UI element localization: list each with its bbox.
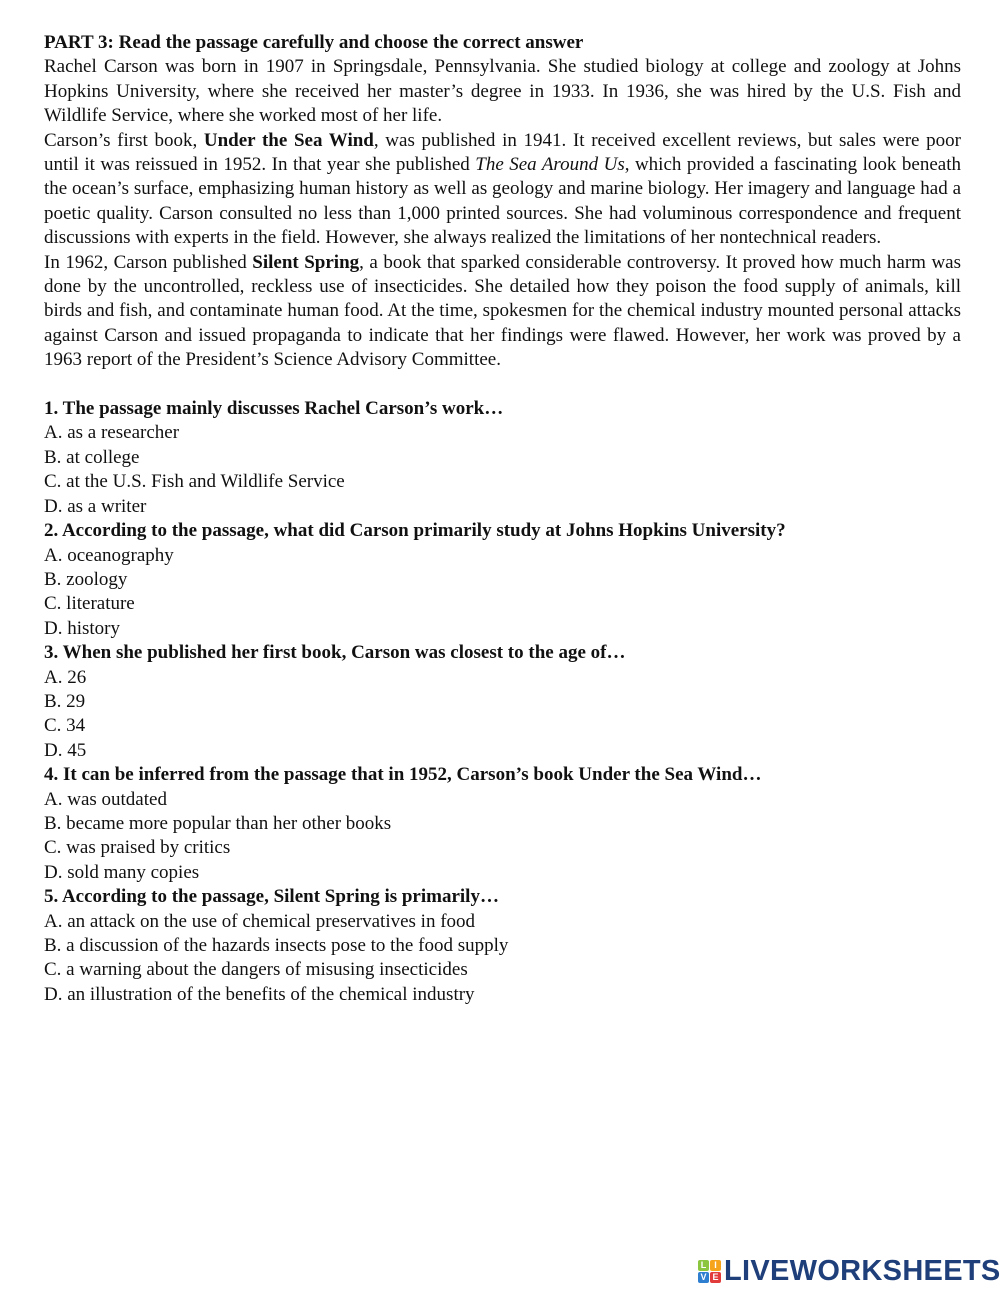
answer-option[interactable]: C. was praised by critics [44,837,231,859]
question-stem: 5. According to the passage, Silent Spring is primarily… [44,886,499,908]
question-2 [44,519,961,641]
answer-option[interactable]: C. 34 [44,715,86,737]
spacer [44,373,961,397]
book-title-under-the-sea-wind: Under the Sea Wind [203,129,374,151]
answer-option[interactable]: D. as a writer [44,495,147,517]
book-title-the-sea-around-us: The Sea Around Us [475,154,625,176]
text-span: In 1962, Carson published [44,251,253,273]
answer-option[interactable]: B. 29 [44,690,86,712]
logo-wordmark: LIVEWORKSHEETS [724,1254,1000,1287]
question-list [44,397,961,1007]
passage-paragraph-1: Rachel Carson was born in 1907 in Springsdale, Pennsylvania. She studied biology at college and zoology at Johns Hopkins University, where she received her master’s degree in 1933. In 1936, she was hired by the U.S. Fish and Wildlife Service, where she worked most of her life. [44,56,961,127]
liveworksheets-logo [698,1254,1000,1287]
answer-option[interactable]: B. a discussion of the hazards insects pose to the food supply [44,935,509,957]
logo-block-i: I [710,1260,721,1271]
answer-option[interactable]: A. as a researcher [44,422,180,444]
answer-option[interactable]: A. 26 [44,666,87,688]
question-stem: 3. When she published her first book, Carson was closest to the age of… [44,642,626,664]
question-3 [44,641,961,763]
live-blocks-icon [698,1260,721,1283]
answer-option[interactable]: B. at college [44,446,140,468]
answer-option[interactable]: B. became more popular than her other books [44,812,392,834]
question-4 [44,763,961,885]
question-1 [44,397,961,519]
answer-option[interactable]: C. literature [44,593,135,615]
answer-option[interactable]: A. an attack on the use of chemical preservatives in food [44,910,476,932]
answer-option[interactable]: A. oceanography [44,544,174,566]
answer-option[interactable]: D. history [44,617,120,639]
question-stem: 4. It can be inferred from the passage that in 1952, Carson’s book Under the Sea Wind… [44,764,762,786]
answer-option[interactable]: D. an illustration of the benefits of the chemical industry [44,983,475,1005]
passage-paragraph-2 [44,129,961,251]
answer-option[interactable]: D. 45 [44,739,87,761]
answer-option[interactable]: D. sold many copies [44,861,200,883]
book-title-silent-spring: Silent Spring [252,251,360,273]
logo-block-l: L [698,1260,709,1271]
worksheet-page [44,31,961,1007]
question-stem: 1. The passage mainly discusses Rachel Carson’s work… [44,398,504,420]
logo-block-v: V [698,1272,709,1283]
question-5 [44,885,961,1007]
answer-option[interactable]: C. at the U.S. Fish and Wildlife Service [44,471,345,493]
passage-paragraph-3 [44,251,961,373]
logo-block-e: E [710,1272,721,1283]
text-span: , was published in 1941. It received excellent reviews, but sales were poor until it was reissued in 1952. In that year she published [44,129,961,176]
section-title: PART 3: Read the passage carefully and choose the correct answer [44,32,584,53]
question-stem: 2. According to the passage, what did Carson primarily study at Johns Hopkins University? [44,520,786,542]
text-span: Carson’s first book, [44,129,204,151]
text-span: , which provided a fascinating look beneath the ocean’s surface, emphasizing human history as well as geology and marine biology. Her imagery and language had a poetic quality. Carson consulted no less than 1,000 printed sources. She had voluminous correspondence and frequent discussions with experts in the field. However, she always realized the limitations of her nontechnical readers. [44,154,961,249]
text-span: , a book that sparked considerable controversy. It proved how much harm was done by the uncontrolled, reckless use of insecticides. She detailed how they poison the food supply of animals, kill birds and fish, and contaminate human food. At the time, spokesmen for the chemical industry mounted personal attacks against Carson and issued propaganda to indicate that her findings were flawed. However, her work was proved by a 1963 report of the President’s Science Advisory Committee. [44,251,961,371]
answer-option[interactable]: C. a warning about the dangers of misusing insecticides [44,959,468,981]
answer-option[interactable]: B. zoology [44,568,128,590]
answer-option[interactable]: A. was outdated [44,788,167,810]
